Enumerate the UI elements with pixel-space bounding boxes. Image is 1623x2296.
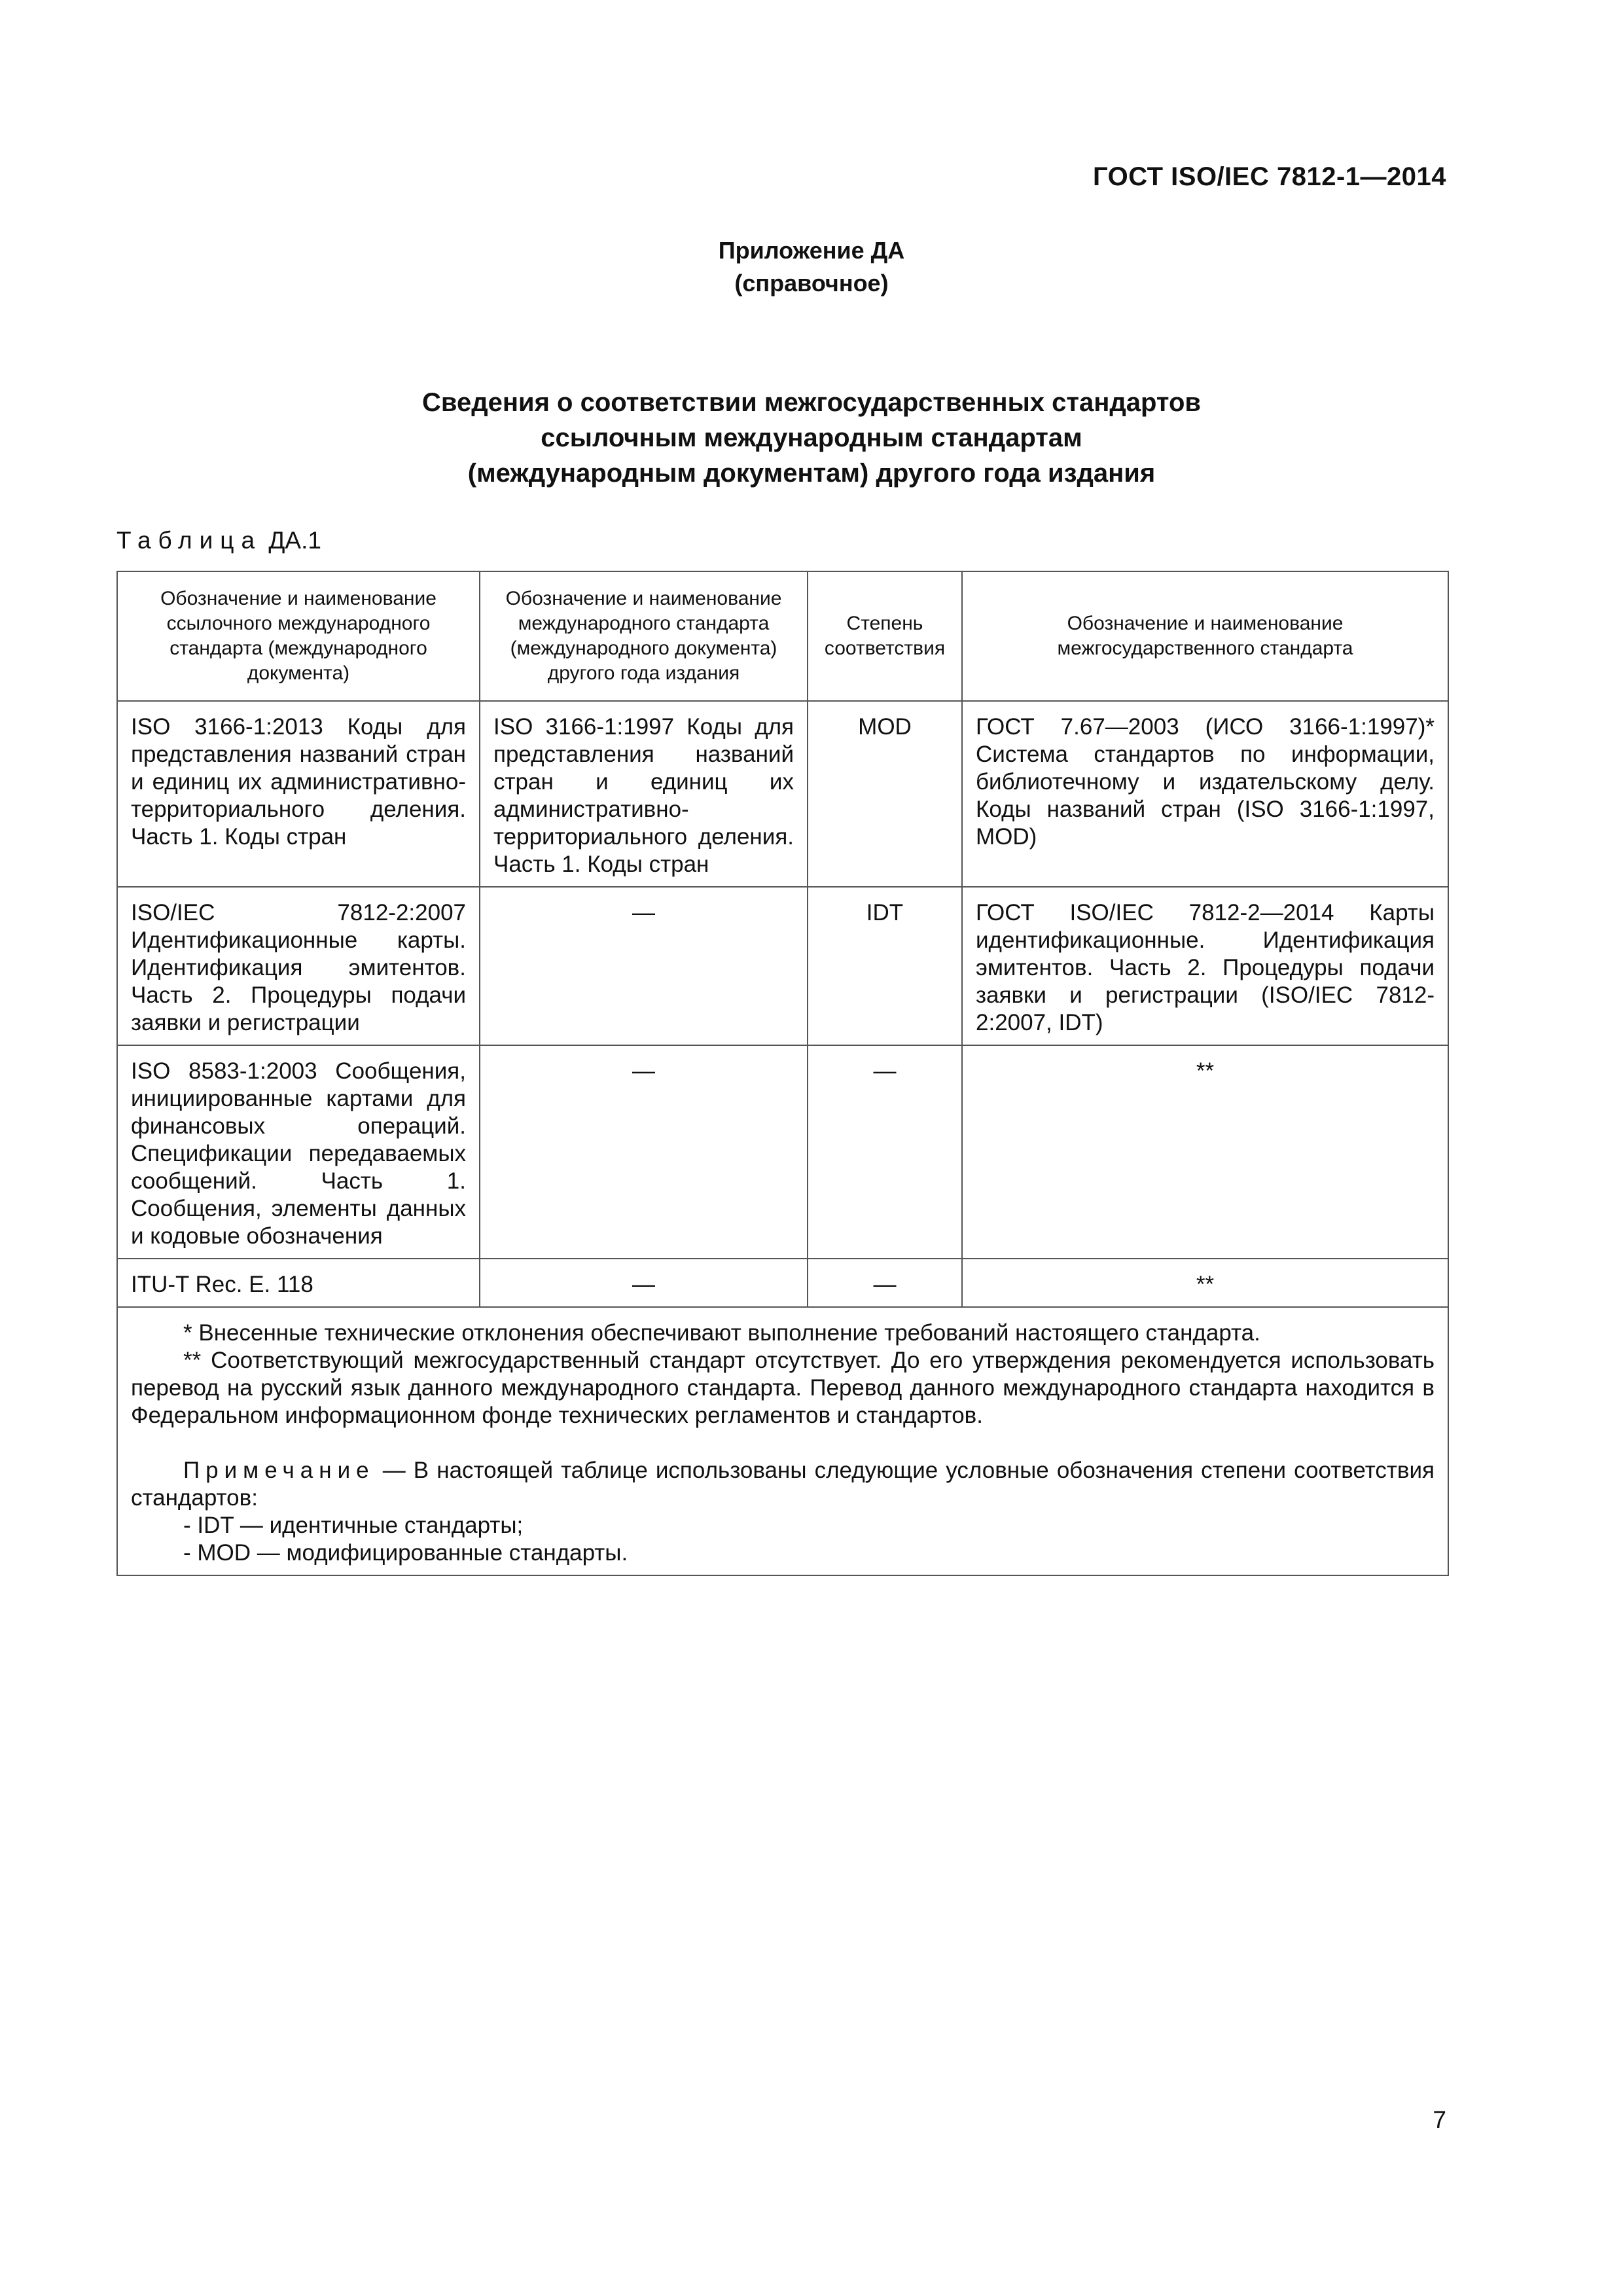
cell-other-year-standard: ISO 3166-1:1997 Коды для представления названий стран и единиц их административно-территориального деления. Часть 1. Коды стран <box>480 701 808 887</box>
cell-interstate-standard: ** <box>962 1045 1448 1259</box>
table-label-number: ДА.1 <box>268 527 321 554</box>
header-degree: Степень соответствия <box>808 571 962 701</box>
cell-interstate-standard: ГОСТ 7.67—2003 (ИСО 3166-1:1997)* Система стандартов по информации, библиотечному и издательскому делу. Коды названий стран (ISO 3166-1:1997, MOD) <box>962 701 1448 887</box>
page-number: 7 <box>1433 2106 1446 2133</box>
cell-degree: — <box>808 1259 962 1307</box>
cell-reference-standard: ISO 8583-1:2003 Сообщения, инициированные картами для финансовых операций. Спецификации передаваемых сообщений. Часть 1. Сообщения, элементы данных и кодовые обозначения <box>117 1045 480 1259</box>
note-list-item-mod: - MOD — модифицированные стандарты. <box>183 1540 628 1566</box>
table-row <box>117 887 1448 1045</box>
table-row <box>117 1045 1448 1259</box>
appendix-heading <box>0 234 1623 300</box>
page-title-line-3: (международным документам) другого года издания <box>467 459 1156 488</box>
page-title-line-1: Сведения о соответствии межгосударственных стандартов <box>422 388 1201 417</box>
correspondence-table <box>116 571 1449 1576</box>
cell-reference-standard: ITU-T Rec. E. 118 <box>117 1259 480 1307</box>
appendix-title: Приложение ДА <box>718 237 905 264</box>
table-note <box>131 1457 1435 1512</box>
header-other-year-standard: Обозначение и наименование международного стандарта (международного документа) другого года издания <box>480 571 808 701</box>
header-reference-standard: Обозначение и наименование ссылочного международного стандарта (международного документа) <box>117 571 480 701</box>
cell-degree: — <box>808 1045 962 1259</box>
page-title-line-2: ссылочным международным стандартам <box>541 423 1082 452</box>
table-header-row <box>117 571 1448 701</box>
cell-interstate-standard: ** <box>962 1259 1448 1307</box>
cell-reference-standard: ISO 3166-1:2013 Коды для представления названий стран и единиц их административно-территориального деления. Часть 1. Коды стран <box>117 701 480 887</box>
header-interstate-standard: Обозначение и наименование межгосударственного стандарта <box>962 571 1448 701</box>
document-code: ГОСТ ISO/IEC 7812-1—2014 <box>1092 162 1446 191</box>
footnote-single-asterisk: * Внесенные технические отклонения обеспечивают выполнение требований настоящего стандарта. <box>183 1320 1260 1346</box>
appendix-subtitle: (справочное) <box>734 270 889 296</box>
cell-reference-standard: ISO/IEC 7812-2:2007 Идентификационные карты. Идентификация эмитентов. Часть 2. Процедуры подачи заявки и регистрации <box>117 887 480 1045</box>
cell-other-year-standard: — <box>480 887 808 1045</box>
footnote-double-asterisk: ** Соответствующий межгосударственный стандарт отсутствует. До его утверждения рекомендуется использовать перевод на русский язык данного международного стандарта. Перевод данного международного стандарта находится в Федеральном информационном фонде технических регламентов и стандартов. <box>131 1348 1435 1428</box>
cell-other-year-standard: — <box>480 1045 808 1259</box>
note-label: Примечание <box>183 1458 375 1483</box>
table-label-word: Таблица <box>116 527 262 554</box>
cell-interstate-standard: ГОСТ ISO/IEC 7812-2—2014 Карты идентификационные. Идентификация эмитентов. Часть 2. Процедуры подачи заявки и регистрации (ISO/IEC 7812-2:2007, IDT) <box>962 887 1448 1045</box>
table-row <box>117 1259 1448 1307</box>
cell-other-year-standard: — <box>480 1259 808 1307</box>
page-title <box>0 385 1623 491</box>
note-text: — В настоящей таблице использованы следующие условные обозначения степени соответствия стандартов: <box>131 1458 1435 1511</box>
table-label <box>116 527 321 554</box>
note-list-item-idt: - IDT — идентичные стандарты; <box>183 1513 524 1538</box>
table-footnotes-row <box>117 1307 1448 1575</box>
table-footnotes <box>117 1307 1448 1575</box>
table-row <box>117 701 1448 887</box>
cell-degree: MOD <box>808 701 962 887</box>
cell-degree: IDT <box>808 887 962 1045</box>
